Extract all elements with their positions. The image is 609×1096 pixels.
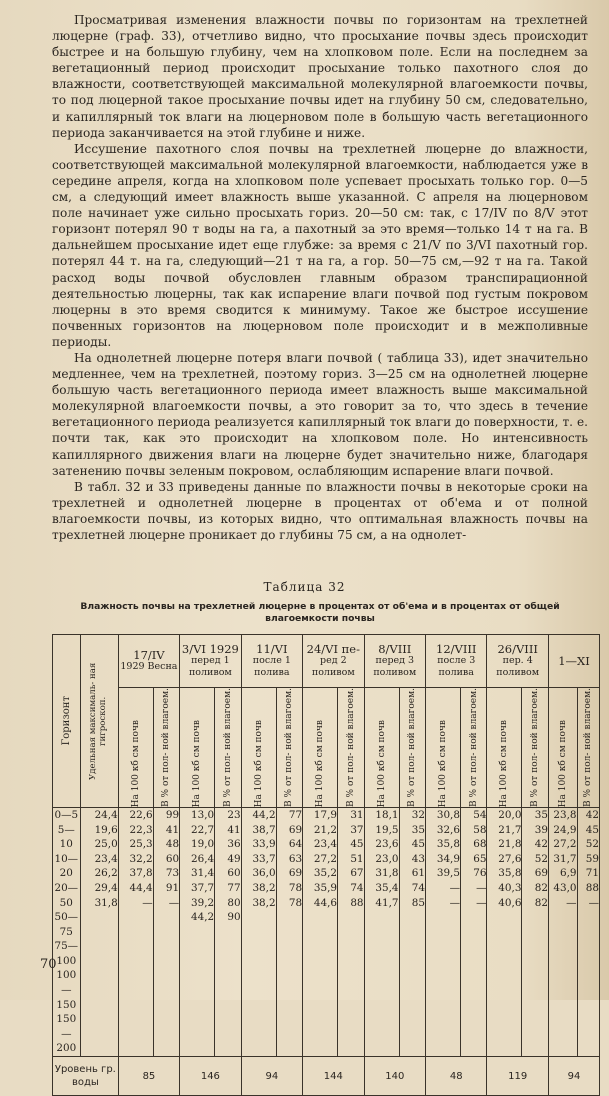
table-cell — [426, 910, 460, 925]
table-cell: 32,6 — [436, 823, 460, 836]
table-cell: 45 — [585, 823, 599, 836]
table-cell: 88 — [350, 896, 364, 909]
subheader-cell: На 100 кб см почв — [548, 688, 577, 808]
table-cell: 74 — [411, 881, 425, 894]
table-cell: 67 — [350, 867, 364, 880]
header-period: 1—XI — [548, 635, 599, 688]
table-cell: 35,8 — [498, 867, 522, 880]
groundwater-level: 85 — [118, 1057, 179, 1096]
subheader-cell: На 100 кб см почв — [241, 688, 276, 808]
subheader-cell: На 100 кб см почв — [118, 688, 153, 808]
table-cell: 76 — [473, 867, 487, 880]
groundwater-label: Уровень гр. воды — [53, 1057, 119, 1096]
table-cell: 63 — [288, 852, 303, 865]
table-cell: 44,2 — [252, 808, 276, 821]
table-cell: 19,6 — [94, 823, 118, 836]
table-cell: 90 — [227, 911, 241, 924]
table-cell: 69 — [534, 867, 548, 880]
table-cell: 35,4 — [375, 881, 399, 894]
groundwater-level: 140 — [364, 1057, 425, 1096]
table-cell: 68 — [473, 838, 487, 851]
table-cell: 37,8 — [129, 867, 153, 880]
table-cell: 17,9 — [313, 808, 338, 821]
table-cell: 23 — [227, 808, 241, 821]
table-cell: 52 — [534, 852, 548, 865]
table-cell: 80 — [227, 896, 241, 909]
value-column — [338, 807, 365, 1056]
table-cell: 77 — [227, 881, 241, 894]
table-cell — [119, 910, 153, 925]
header-period: 11/VI после 1 полива — [241, 635, 302, 688]
table-cell — [365, 910, 399, 925]
table-cell: 26,2 — [94, 867, 118, 880]
subheader-cell: На 100 кб см почв — [426, 688, 461, 808]
table-cell: 78 — [288, 896, 303, 909]
value-column — [303, 807, 338, 1056]
table-cell: 48 — [165, 838, 180, 851]
table-cell — [461, 910, 487, 925]
header-period: 12/VIII после 3 полива — [426, 635, 487, 688]
table-cell: 52 — [585, 838, 599, 851]
table-cell — [81, 910, 118, 925]
groundwater-level: 94 — [241, 1057, 302, 1096]
table-cell — [549, 910, 577, 925]
table-cell: 19,0 — [190, 838, 215, 851]
table-cell: 20—50 — [54, 881, 79, 909]
subheader-cell: В % от пол- ной влагоем. — [153, 688, 179, 808]
table-cell: 30,8 — [436, 808, 460, 821]
table-cell: 35 — [411, 823, 425, 836]
table-cell: 6,9 — [560, 867, 577, 880]
table-cell: 39 — [534, 823, 548, 836]
table-cell: 35,2 — [313, 867, 338, 880]
table-cell — [277, 910, 303, 925]
table-cell: 23,6 — [375, 838, 399, 851]
table-cell: 99 — [165, 808, 180, 821]
table-cell: 35,8 — [436, 838, 460, 851]
table-cell: 150—200 — [56, 1013, 77, 1055]
table-cell: 32 — [411, 808, 425, 821]
table-caption: Таблица 32 — [263, 580, 346, 594]
table-cell: 40,6 — [498, 896, 522, 909]
table-cell — [154, 910, 179, 925]
table-cell: 60 — [227, 867, 241, 880]
table-cell: 29,4 — [94, 881, 118, 894]
table-cell: 35 — [534, 808, 548, 821]
groundwater-level: 119 — [487, 1057, 548, 1096]
subheader-cell: В % от пол- ной влагоем. — [522, 688, 549, 808]
value-column — [426, 807, 461, 1056]
hygroscopicity-column — [80, 807, 118, 1056]
table-cell: 85 — [411, 896, 425, 909]
table-cell: 5—10 — [57, 823, 75, 851]
table-cell: 42 — [585, 808, 599, 821]
table-cell: 43 — [411, 852, 425, 865]
table-cell: 21,7 — [498, 823, 522, 836]
table-cell: 51 — [350, 852, 364, 865]
table-cell: 21,2 — [313, 823, 338, 836]
table-cell: 20,0 — [498, 808, 522, 821]
value-column — [522, 807, 549, 1056]
table-cell: — — [449, 896, 460, 909]
value-column — [153, 807, 179, 1056]
table-cell: 61 — [411, 867, 425, 880]
horizon-column — [53, 807, 81, 1056]
subheader-cell: В % от пол- ной влагоем. — [338, 688, 365, 808]
table-cell: 41,7 — [375, 896, 399, 909]
subheader-cell: В % от пол- ной влагоем. — [460, 688, 487, 808]
table-cell: 74 — [350, 881, 364, 894]
table-cell — [400, 910, 425, 925]
table-cell: 75—100 — [54, 940, 79, 967]
table-cell: 25,3 — [129, 838, 153, 851]
table-cell: 82 — [534, 881, 548, 894]
paragraph: На однолетней люцерне потеря влаги почвой ( таблица 33), идет значительно медленнее, чем на трехлетней, поэтому гориз. 3—25 см на однолетней люцерне большую часть вегетационного периода имеет влажность выше максимальной молекулярной влагоемкости почвы, а это говорит за то, что здесь в течение вегетационного периода реализуется капиллярный ток влаги до поверхности, т. е. почти так, как это происходит на хлопковом поле. Но интенсивность капиллярного движения влаги на люцерне будет значительно ниже, благодаря затенению почвы зеленым покровом, ослабляющим испарение влаги почвой. — [52, 350, 588, 478]
table-cell — [522, 910, 548, 925]
table-cell: 19,5 — [375, 823, 399, 836]
table-cell: 36 — [227, 838, 241, 851]
table-cell: 23,4 — [313, 838, 338, 851]
table-cell: 24,4 — [94, 808, 118, 821]
groundwater-level: 144 — [303, 1057, 364, 1096]
table-cell: 23,8 — [553, 808, 577, 821]
value-column — [487, 807, 522, 1056]
table-cell: 69 — [288, 823, 303, 836]
table-cell: 69 — [288, 867, 303, 880]
table-cell: — — [168, 896, 180, 909]
table-cell: 77 — [288, 808, 303, 821]
header-period: 24/VI пе- ред 2 поливом — [303, 635, 364, 688]
table-cell: 38,7 — [252, 823, 276, 836]
table-cell: — — [449, 881, 460, 894]
table-cell: 23,4 — [94, 852, 118, 865]
table-cell: 27,6 — [498, 852, 522, 865]
table-cell: — — [142, 896, 153, 909]
moisture-table — [52, 634, 600, 1096]
table-cell: — — [476, 881, 487, 894]
table-cell: 27,2 — [553, 838, 577, 851]
header-period: 3/VI 1929 перед 1 поливом — [180, 635, 241, 688]
subheader-cell: На 100 кб см почв — [303, 688, 338, 808]
table-cell: 43,0 — [553, 881, 577, 894]
table-cell: 64 — [288, 838, 303, 851]
header-period: 26/VIII пер. 4 поливом — [487, 635, 548, 688]
table-cell: 31,4 — [190, 867, 215, 880]
header-horizon: Горизонт — [53, 635, 81, 808]
table-cell: 36,0 — [252, 867, 276, 880]
table-cell: 45 — [411, 838, 425, 851]
table-cell: 31,8 — [375, 867, 399, 880]
table-cell: 13,0 — [190, 808, 215, 821]
paragraph: Просматривая изменения влажности почвы по горизонтам на трехлетней люцерне (граф. 33), отчетливо видно, что просыхание почвы здесь происходит быстрее и на большую глубину, чем на хлопковом поле. Если на последнем за вегетационный период происходит просыхание только пахотного слоя до влажности, соответствующей максимальной молекулярной влагоемкости почвы, то под люцерной такое просыхание почвы идет на глубину 50 см, следовательно, и капиллярный ток влаги на люцерновом поле в большую часть вегетационного периода заканчивается на этой глубине и ниже. — [52, 13, 588, 140]
paragraph: Иссушение пахотного слоя почвы на трехлетней люцерне до влажности, соответствующей максимальной молекулярной влагоемкости, наблюдается уже в середине апреля, когда на хлопковом поле успевает просыхать только гор. 0—5 см, а следующий имеет влажность выше указанной. С апреля на люцерновом поле начинает уже сильно просыхать гориз. 20—50 см: так, с 17/IV по 8/V этот горизонт потерял 90 т воды на га, а пахотный за это время—только 14 т на га. В дальнейшем просыхание идет еще глубже: за время с 21/V по 3/VI пахотный гор. потерял 44 т. на га, следующий—21 т на га, а гор. 50—75 см,—92 т на га. Такой расход воды почвой обусловлен главным образом транспирационной деятельностью люцерны, так как испарение влаги почвой под густым покровом люцерны в это время сводится к минимуму. Такое же быстрое иссушение почвенных горизонтов на люцерновом поле происходит и в межполивные периоды. — [52, 141, 588, 349]
subheader-cell: В % от пол- ной влагоем. — [276, 688, 303, 808]
value-column — [241, 807, 276, 1056]
table-cell: 71 — [585, 867, 599, 880]
table-cell: 24,9 — [553, 823, 577, 836]
subheader-cell: В % от пол- ной влагоем. — [215, 688, 241, 808]
header-period: 17/IV 1929 Весна — [118, 635, 179, 688]
table-cell: 60 — [165, 852, 180, 865]
table-cell: 23,0 — [375, 852, 399, 865]
header-period: 8/VIII перед 3 поливом — [364, 635, 425, 688]
table-cell: 10—20 — [54, 852, 79, 880]
table-cell: 25,0 — [94, 838, 118, 851]
table-cell: 45 — [350, 838, 364, 851]
table-cell: 0—5 — [54, 808, 79, 821]
table-cell — [242, 910, 276, 925]
table-cell: 59 — [585, 852, 599, 865]
table-cell: — — [588, 896, 599, 909]
table-cell: 73 — [165, 867, 180, 880]
subheader-cell: В % от пол- ной влагоем. — [399, 688, 425, 808]
table-cell: 49 — [227, 852, 241, 865]
table-cell: 38,2 — [252, 896, 276, 909]
table-cell: 22,3 — [129, 823, 153, 836]
subheader-cell: На 100 кб см почв — [364, 688, 399, 808]
table-cell: 21,8 — [498, 838, 522, 851]
value-column — [364, 807, 399, 1056]
groundwater-level: 146 — [180, 1057, 241, 1096]
subheader-cell: На 100 кб см почв — [487, 688, 522, 808]
page-number: 70 — [40, 957, 57, 972]
table-cell: 38,2 — [252, 881, 276, 894]
subheader-cell: На 100 кб см почв — [180, 688, 215, 808]
table-cell: 39,2 — [190, 896, 215, 909]
body-text — [52, 12, 588, 543]
table-cell: 100—150 — [56, 969, 77, 1011]
table-cell: 35,9 — [313, 881, 338, 894]
table-cell: 22,7 — [190, 823, 215, 836]
table-cell: 44,4 — [129, 881, 153, 894]
value-column — [118, 807, 153, 1056]
table-cell: 41 — [227, 823, 241, 836]
table-cell: 33,7 — [252, 852, 276, 865]
value-column — [548, 807, 577, 1056]
header-specific-hygroscopicity: Удельная максималь- ная гигроскоп. — [80, 635, 118, 808]
value-column — [180, 807, 215, 1056]
table-cell — [578, 910, 599, 925]
table-cell: 44,2 — [190, 911, 215, 924]
table-cell: 42 — [534, 838, 548, 851]
table-cell: 91 — [165, 881, 180, 894]
subheader-cell: В % от пол- ной влагоем. — [577, 688, 599, 808]
paragraph: В табл. 32 и 33 приведены данные по влажности почвы в некоторые сроки на трехлетней и однолетней люцерне в процентах от об'ема и от полной влагоемкости почвы, из которых видно, что оптимальная влажность почвы на трехлетней люцерне проникает до глубины 75 см, а на однолет- — [52, 479, 588, 542]
groundwater-level: 48 — [426, 1057, 487, 1096]
table-title: Влажность почвы на трехлетней люцерне в процентах от об'ема и в процентах от общей влагоемкости почвы — [80, 601, 560, 624]
table-cell: 37 — [350, 823, 364, 836]
table-cell — [338, 910, 364, 925]
table-cell: 39,5 — [436, 867, 460, 880]
table-cell: 34,9 — [436, 852, 460, 865]
table-cell: 58 — [473, 823, 487, 836]
table-cell: 26,4 — [190, 852, 215, 865]
table-cell: 82 — [534, 896, 548, 909]
value-column — [460, 807, 487, 1056]
value-column — [577, 807, 599, 1056]
groundwater-level: 94 — [548, 1057, 599, 1096]
table-cell: 27,2 — [313, 852, 338, 865]
table-cell: 50—75 — [54, 911, 79, 938]
table-cell: 22,6 — [129, 808, 153, 821]
table-cell: 44,6 — [313, 896, 338, 909]
table-cell: 31,7 — [553, 852, 577, 865]
table-cell: 33,9 — [252, 838, 276, 851]
table-cell — [487, 910, 521, 925]
table-cell: 18,1 — [375, 808, 399, 821]
table-cell: 78 — [288, 881, 303, 894]
table-cell: 31 — [350, 808, 364, 821]
table-cell: 37,7 — [190, 881, 215, 894]
value-column — [399, 807, 425, 1056]
table-cell: 40,3 — [498, 881, 522, 894]
table-cell: 88 — [585, 881, 599, 894]
table-cell: 32,2 — [129, 852, 153, 865]
value-column — [215, 807, 241, 1056]
table-cell: 54 — [473, 808, 487, 821]
table-cell — [303, 910, 337, 925]
table-cell: 65 — [473, 852, 487, 865]
table-cell: 31,8 — [94, 896, 118, 909]
table-cell: — — [476, 896, 487, 909]
table-cell: — — [566, 896, 577, 909]
value-column — [276, 807, 303, 1056]
table-cell: 41 — [165, 823, 180, 836]
